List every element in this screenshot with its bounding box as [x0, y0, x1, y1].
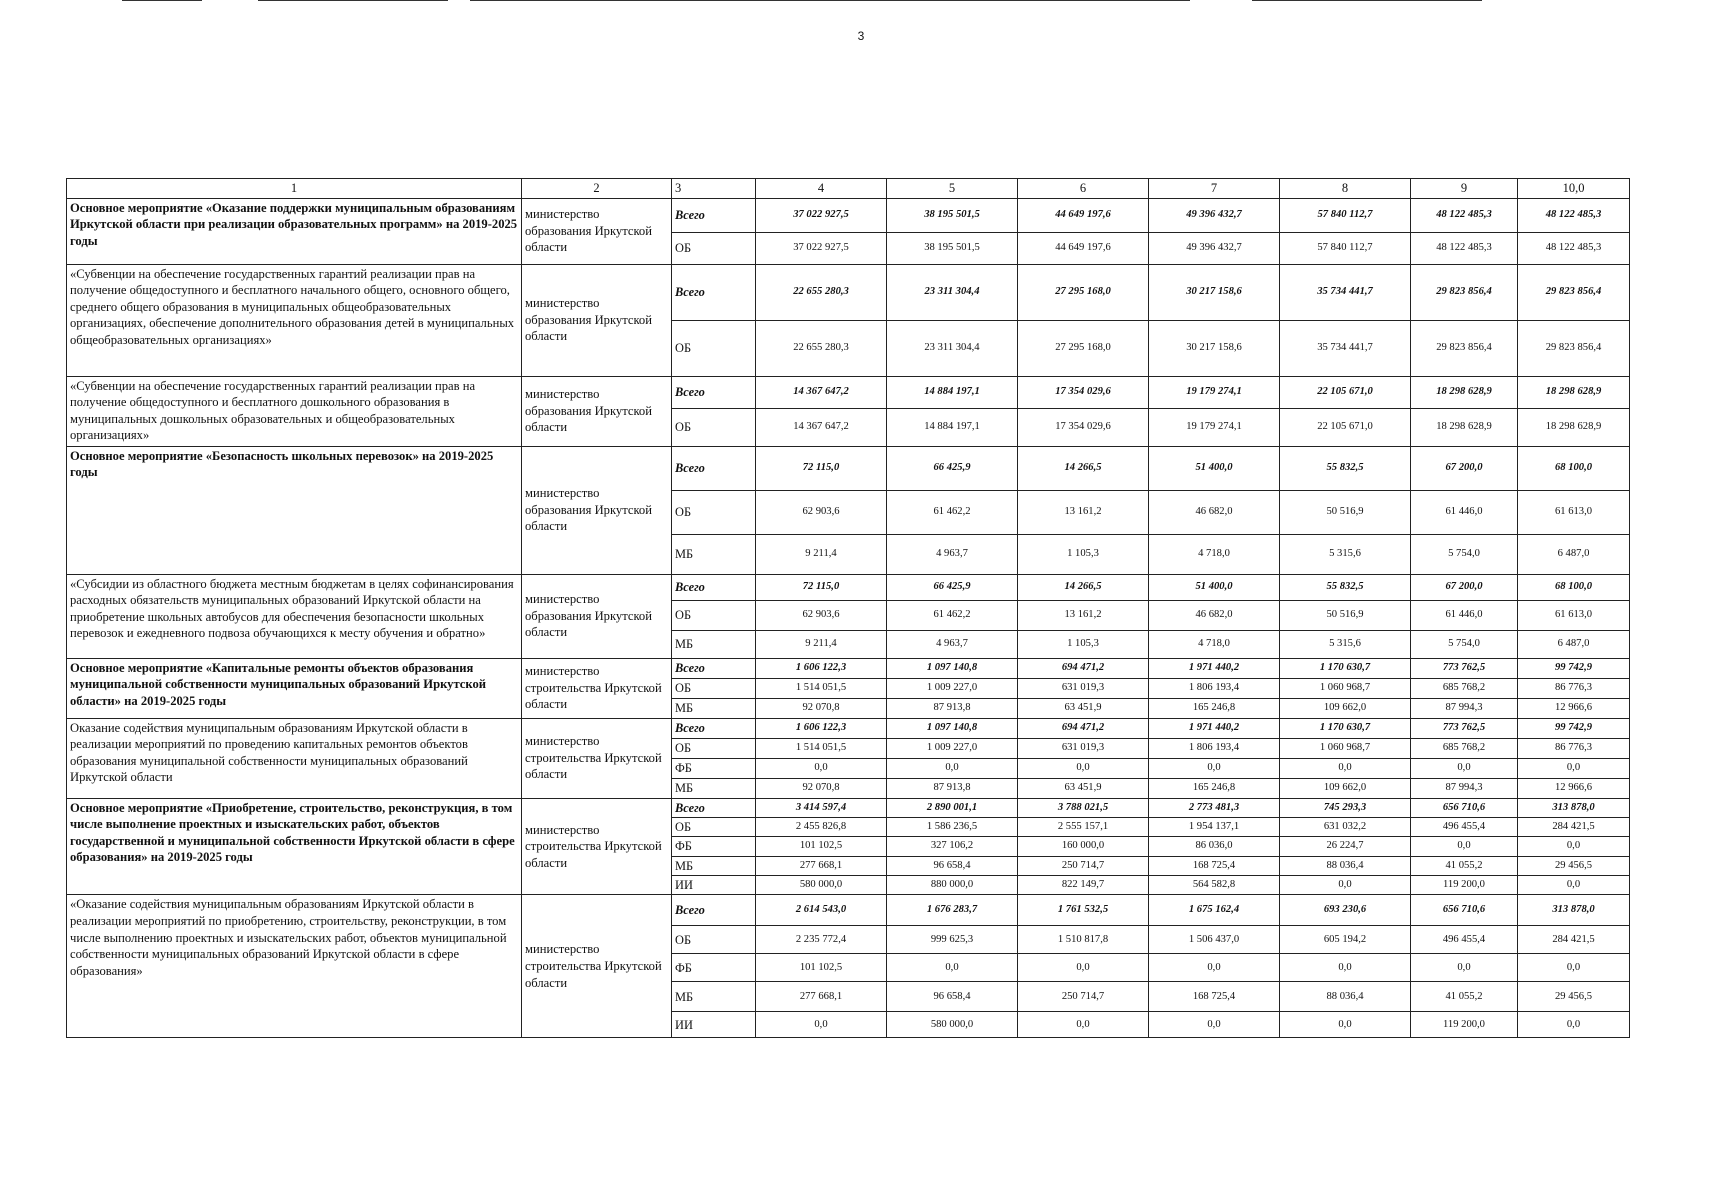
funding-amount: 35 734 441,7 [1280, 264, 1411, 320]
funding-amount: 109 662,0 [1280, 778, 1411, 798]
funding-amount: 0,0 [1280, 954, 1411, 982]
responsible-executor: министерство образования Иркутской области [522, 264, 672, 376]
funding-source: Всего [672, 718, 756, 738]
scan-edge-line [122, 0, 202, 1]
funding-amount: 61 613,0 [1518, 490, 1630, 534]
funding-amount: 48 122 485,3 [1411, 198, 1518, 232]
funding-amount: 41 055,2 [1411, 982, 1518, 1012]
column-header: 4 [756, 179, 887, 199]
funding-amount: 2 890 001,1 [887, 798, 1018, 817]
funding-amount: 1 971 440,2 [1149, 658, 1280, 678]
funding-source: ОБ [672, 817, 756, 836]
funding-amount: 87 994,3 [1411, 778, 1518, 798]
funding-amount: 1 009 227,0 [887, 738, 1018, 758]
table-row [67, 718, 1630, 738]
funding-amount: 1 514 051,5 [756, 678, 887, 698]
funding-amount: 0,0 [1411, 758, 1518, 778]
funding-amount: 1 060 968,7 [1280, 678, 1411, 698]
funding-amount: 580 000,0 [887, 1012, 1018, 1038]
funding-amount: 0,0 [756, 758, 887, 778]
funding-amount: 22 105 671,0 [1280, 408, 1411, 446]
funding-amount: 68 100,0 [1518, 446, 1630, 490]
funding-amount: 61 462,2 [887, 490, 1018, 534]
funding-amount: 1 606 122,3 [756, 718, 887, 738]
funding-amount: 6 487,0 [1518, 630, 1630, 658]
funding-amount: 631 019,3 [1018, 738, 1149, 758]
funding-amount: 87 913,8 [887, 698, 1018, 718]
funding-source: ФБ [672, 954, 756, 982]
funding-amount: 496 455,4 [1411, 926, 1518, 954]
table-header-row [67, 179, 1630, 199]
funding-amount: 14 266,5 [1018, 446, 1149, 490]
funding-amount: 101 102,5 [756, 954, 887, 982]
funding-amount: 35 734 441,7 [1280, 320, 1411, 376]
responsible-executor: министерство строительства Иркутской области [522, 718, 672, 798]
funding-amount: 38 195 501,5 [887, 232, 1018, 264]
funding-amount: 30 217 158,6 [1149, 264, 1280, 320]
funding-amount: 5 754,0 [1411, 534, 1518, 574]
funding-source: МБ [672, 698, 756, 718]
funding-amount: 23 311 304,4 [887, 320, 1018, 376]
funding-amount: 22 105 671,0 [1280, 376, 1411, 408]
funding-amount: 313 878,0 [1518, 895, 1630, 926]
funding-source: МБ [672, 982, 756, 1012]
main-activity-title: Основное мероприятие «Безопасность школьных перевозок» на 2019-2025 годы [67, 446, 522, 574]
funding-amount: 29 823 856,4 [1518, 264, 1630, 320]
funding-amount: 14 266,5 [1018, 574, 1149, 600]
funding-amount: 1 806 193,4 [1149, 738, 1280, 758]
funding-amount: 88 036,4 [1280, 856, 1411, 875]
funding-amount: 37 022 927,5 [756, 198, 887, 232]
funding-source: ОБ [672, 600, 756, 630]
main-activity-title: Основное мероприятие «Приобретение, строительство, реконструкция, в том числе выполнение проектных и изыскательских работ, объектов государственной и муниципальной собственности Иркутской области в сфере образования» на 2019-2025 годы [67, 798, 522, 895]
funding-amount: 0,0 [1018, 1012, 1149, 1038]
funding-amount: 23 311 304,4 [887, 264, 1018, 320]
funding-amount: 57 840 112,7 [1280, 232, 1411, 264]
table-row [67, 574, 1630, 600]
funding-amount: 49 396 432,7 [1149, 232, 1280, 264]
column-header: 5 [887, 179, 1018, 199]
funding-amount: 9 211,4 [756, 630, 887, 658]
funding-amount: 48 122 485,3 [1518, 232, 1630, 264]
main-activity-title: Основное мероприятие «Капитальные ремонты объектов образования муниципальной собственности муниципальных образований Иркутской области» на 2019-2025 годы [67, 658, 522, 718]
funding-source: ОБ [672, 232, 756, 264]
table-row [67, 376, 1630, 408]
funding-amount: 19 179 274,1 [1149, 376, 1280, 408]
funding-amount: 50 516,9 [1280, 600, 1411, 630]
funding-amount: 327 106,2 [887, 837, 1018, 856]
funding-amount: 26 224,7 [1280, 837, 1411, 856]
scan-edge-line [1252, 0, 1482, 1]
table-row [67, 658, 1630, 678]
funding-amount: 22 655 280,3 [756, 264, 887, 320]
funding-amount: 61 446,0 [1411, 490, 1518, 534]
funding-amount: 86 036,0 [1149, 837, 1280, 856]
funding-amount: 160 000,0 [1018, 837, 1149, 856]
funding-amount: 1 806 193,4 [1149, 678, 1280, 698]
funding-source: Всего [672, 264, 756, 320]
funding-source: Всего [672, 376, 756, 408]
column-header: 1 [67, 179, 522, 199]
funding-amount: 1 105,3 [1018, 534, 1149, 574]
funding-amount: 250 714,7 [1018, 856, 1149, 875]
funding-amount: 250 714,7 [1018, 982, 1149, 1012]
funding-source: МБ [672, 856, 756, 875]
activity-title: «Субсидии из областного бюджета местным бюджетам в целях софинансирования расходных обязательств муниципальных образований Иркутской области на приобретение школьных автобусов для обеспечения безопасности школьных перевозок и ежедневного подвоза обучающихся к месту обучения и обратно» [67, 574, 522, 658]
funding-amount: 61 446,0 [1411, 600, 1518, 630]
funding-amount: 14 884 197,1 [887, 376, 1018, 408]
funding-amount: 773 762,5 [1411, 718, 1518, 738]
funding-source: ОБ [672, 738, 756, 758]
funding-amount: 631 019,3 [1018, 678, 1149, 698]
funding-amount: 4 718,0 [1149, 534, 1280, 574]
funding-amount: 4 963,7 [887, 630, 1018, 658]
funding-source: Всего [672, 658, 756, 678]
funding-amount: 29 823 856,4 [1518, 320, 1630, 376]
responsible-executor: министерство строительства Иркутской области [522, 798, 672, 895]
funding-amount: 109 662,0 [1280, 698, 1411, 718]
funding-source: ОБ [672, 490, 756, 534]
funding-amount: 4 718,0 [1149, 630, 1280, 658]
funding-amount: 29 823 856,4 [1411, 264, 1518, 320]
funding-amount: 1 506 437,0 [1149, 926, 1280, 954]
funding-source: ФБ [672, 837, 756, 856]
funding-amount: 1 170 630,7 [1280, 658, 1411, 678]
funding-amount: 631 032,2 [1280, 817, 1411, 836]
table-row [67, 264, 1630, 320]
funding-amount: 62 903,6 [756, 600, 887, 630]
funding-amount: 656 710,6 [1411, 798, 1518, 817]
column-header: 2 [522, 179, 672, 199]
funding-amount: 13 161,2 [1018, 490, 1149, 534]
responsible-executor: министерство образования Иркутской области [522, 446, 672, 574]
funding-amount: 1 514 051,5 [756, 738, 887, 758]
funding-amount: 694 471,2 [1018, 718, 1149, 738]
funding-amount: 46 682,0 [1149, 600, 1280, 630]
funding-amount: 1 105,3 [1018, 630, 1149, 658]
funding-amount: 0,0 [1518, 1012, 1630, 1038]
funding-amount: 29 823 856,4 [1411, 320, 1518, 376]
funding-amount: 67 200,0 [1411, 574, 1518, 600]
funding-amount: 19 179 274,1 [1149, 408, 1280, 446]
scan-edge-line [470, 0, 1190, 1]
funding-amount: 27 295 168,0 [1018, 264, 1149, 320]
column-header: 10,0 [1518, 179, 1630, 199]
funding-amount: 165 246,8 [1149, 698, 1280, 718]
funding-amount: 17 354 029,6 [1018, 376, 1149, 408]
budget-table [66, 178, 1630, 1038]
funding-amount: 1 761 532,5 [1018, 895, 1149, 926]
funding-amount: 92 070,8 [756, 698, 887, 718]
funding-amount: 55 832,5 [1280, 574, 1411, 600]
funding-amount: 1 954 137,1 [1149, 817, 1280, 836]
funding-amount: 1 060 968,7 [1280, 738, 1411, 758]
funding-amount: 18 298 628,9 [1411, 408, 1518, 446]
funding-amount: 72 115,0 [756, 446, 887, 490]
funding-amount: 277 668,1 [756, 982, 887, 1012]
funding-amount: 822 149,7 [1018, 876, 1149, 895]
funding-amount: 67 200,0 [1411, 446, 1518, 490]
funding-amount: 564 582,8 [1149, 876, 1280, 895]
funding-amount: 72 115,0 [756, 574, 887, 600]
funding-amount: 14 367 647,2 [756, 408, 887, 446]
funding-amount: 63 451,9 [1018, 778, 1149, 798]
funding-amount: 693 230,6 [1280, 895, 1411, 926]
column-header: 3 [672, 179, 756, 199]
funding-amount: 0,0 [1280, 758, 1411, 778]
funding-source: ФБ [672, 758, 756, 778]
funding-amount: 1 009 227,0 [887, 678, 1018, 698]
table-row [67, 895, 1630, 926]
funding-amount: 68 100,0 [1518, 574, 1630, 600]
funding-amount: 41 055,2 [1411, 856, 1518, 875]
funding-amount: 1 510 817,8 [1018, 926, 1149, 954]
funding-amount: 51 400,0 [1149, 574, 1280, 600]
funding-amount: 9 211,4 [756, 534, 887, 574]
funding-amount: 48 122 485,3 [1518, 198, 1630, 232]
funding-amount: 2 235 772,4 [756, 926, 887, 954]
funding-source: Всего [672, 798, 756, 817]
responsible-executor: министерство строительства Иркутской области [522, 895, 672, 1038]
funding-source: ОБ [672, 678, 756, 698]
responsible-executor: министерство образования Иркутской области [522, 376, 672, 446]
funding-amount: 2 614 543,0 [756, 895, 887, 926]
funding-amount: 1 097 140,8 [887, 718, 1018, 738]
funding-amount: 0,0 [1149, 954, 1280, 982]
activity-title: Оказание содействия муниципальным образованиям Иркутской области в реализации мероприятий по проведению капитальных ремонтов объектов образования муниципальной собственности муниципальных образований Иркутской области [67, 718, 522, 798]
funding-amount: 0,0 [1018, 758, 1149, 778]
funding-amount: 119 200,0 [1411, 1012, 1518, 1038]
funding-amount: 284 421,5 [1518, 817, 1630, 836]
funding-amount: 656 710,6 [1411, 895, 1518, 926]
funding-amount: 6 487,0 [1518, 534, 1630, 574]
funding-amount: 313 878,0 [1518, 798, 1630, 817]
funding-amount: 880 000,0 [887, 876, 1018, 895]
funding-amount: 5 315,6 [1280, 534, 1411, 574]
funding-amount: 61 462,2 [887, 600, 1018, 630]
funding-amount: 1 606 122,3 [756, 658, 887, 678]
funding-amount: 773 762,5 [1411, 658, 1518, 678]
funding-amount: 0,0 [1280, 1012, 1411, 1038]
funding-source: МБ [672, 778, 756, 798]
funding-amount: 57 840 112,7 [1280, 198, 1411, 232]
funding-amount: 99 742,9 [1518, 658, 1630, 678]
funding-source: ОБ [672, 926, 756, 954]
funding-source: Всего [672, 574, 756, 600]
funding-amount: 37 022 927,5 [756, 232, 887, 264]
activity-title: «Оказание содействия муниципальным образованиям Иркутской области в реализации мероприятий по приобретению, строительству, реконструкции, в том числе выполнению проектных и изыскательских работ, объектов муниципальной собственности муниципальных образований Иркутской области в сфере образования» [67, 895, 522, 1038]
column-header: 9 [1411, 179, 1518, 199]
funding-amount: 17 354 029,6 [1018, 408, 1149, 446]
funding-amount: 63 451,9 [1018, 698, 1149, 718]
funding-amount: 87 913,8 [887, 778, 1018, 798]
funding-amount: 18 298 628,9 [1411, 376, 1518, 408]
funding-amount: 38 195 501,5 [887, 198, 1018, 232]
funding-amount: 3 788 021,5 [1018, 798, 1149, 817]
funding-source: ОБ [672, 408, 756, 446]
responsible-executor: министерство образования Иркутской области [522, 198, 672, 264]
funding-amount: 165 246,8 [1149, 778, 1280, 798]
funding-amount: 685 768,2 [1411, 738, 1518, 758]
funding-amount: 14 884 197,1 [887, 408, 1018, 446]
funding-amount: 61 613,0 [1518, 600, 1630, 630]
funding-amount: 96 658,4 [887, 856, 1018, 875]
table-row [67, 446, 1630, 490]
funding-source: МБ [672, 534, 756, 574]
funding-amount: 2 555 157,1 [1018, 817, 1149, 836]
funding-amount: 685 768,2 [1411, 678, 1518, 698]
funding-source: ОБ [672, 320, 756, 376]
funding-amount: 2 455 826,8 [756, 817, 887, 836]
funding-amount: 30 217 158,6 [1149, 320, 1280, 376]
funding-amount: 580 000,0 [756, 876, 887, 895]
funding-amount: 1 971 440,2 [1149, 718, 1280, 738]
funding-amount: 3 414 597,4 [756, 798, 887, 817]
funding-amount: 18 298 628,9 [1518, 408, 1630, 446]
funding-amount: 605 194,2 [1280, 926, 1411, 954]
funding-amount: 50 516,9 [1280, 490, 1411, 534]
funding-amount: 55 832,5 [1280, 446, 1411, 490]
funding-amount: 96 658,4 [887, 982, 1018, 1012]
funding-amount: 86 776,3 [1518, 738, 1630, 758]
funding-amount: 999 625,3 [887, 926, 1018, 954]
funding-amount: 48 122 485,3 [1411, 232, 1518, 264]
responsible-executor: министерство строительства Иркутской области [522, 658, 672, 718]
funding-amount: 101 102,5 [756, 837, 887, 856]
funding-amount: 0,0 [887, 954, 1018, 982]
funding-amount: 1 675 162,4 [1149, 895, 1280, 926]
funding-amount: 66 425,9 [887, 574, 1018, 600]
funding-amount: 99 742,9 [1518, 718, 1630, 738]
funding-source: Всего [672, 895, 756, 926]
funding-amount: 0,0 [1518, 758, 1630, 778]
funding-amount: 0,0 [1518, 954, 1630, 982]
funding-amount: 0,0 [1411, 954, 1518, 982]
funding-amount: 1 586 236,5 [887, 817, 1018, 836]
activity-title: «Субвенции на обеспечение государственных гарантий реализации прав на получение общедоступного и бесплатного дошкольного образования в муниципальных дошкольных образовательных и общеобразовательных организациях» [67, 376, 522, 446]
table-row [67, 798, 1630, 817]
funding-amount: 0,0 [1149, 1012, 1280, 1038]
funding-amount: 14 367 647,2 [756, 376, 887, 408]
responsible-executor: министерство образования Иркутской области [522, 574, 672, 658]
page-number: 3 [857, 29, 865, 43]
funding-amount: 1 676 283,7 [887, 895, 1018, 926]
funding-amount: 0,0 [1280, 876, 1411, 895]
funding-amount: 496 455,4 [1411, 817, 1518, 836]
funding-source: Всего [672, 446, 756, 490]
scan-edge-line [258, 0, 448, 1]
funding-amount: 0,0 [1518, 837, 1630, 856]
funding-amount: 62 903,6 [756, 490, 887, 534]
funding-amount: 5 754,0 [1411, 630, 1518, 658]
funding-amount: 168 725,4 [1149, 856, 1280, 875]
funding-amount: 46 682,0 [1149, 490, 1280, 534]
funding-amount: 51 400,0 [1149, 446, 1280, 490]
funding-amount: 745 293,3 [1280, 798, 1411, 817]
funding-amount: 18 298 628,9 [1518, 376, 1630, 408]
funding-amount: 5 315,6 [1280, 630, 1411, 658]
funding-amount: 0,0 [1411, 837, 1518, 856]
funding-amount: 1 170 630,7 [1280, 718, 1411, 738]
funding-amount: 12 966,6 [1518, 698, 1630, 718]
funding-amount: 4 963,7 [887, 534, 1018, 574]
funding-amount: 0,0 [887, 758, 1018, 778]
funding-amount: 168 725,4 [1149, 982, 1280, 1012]
funding-source: МБ [672, 630, 756, 658]
funding-amount: 44 649 197,6 [1018, 198, 1149, 232]
funding-amount: 2 773 481,3 [1149, 798, 1280, 817]
funding-amount: 29 456,5 [1518, 856, 1630, 875]
funding-amount: 277 668,1 [756, 856, 887, 875]
column-header: 6 [1018, 179, 1149, 199]
funding-amount: 66 425,9 [887, 446, 1018, 490]
funding-amount: 0,0 [1018, 954, 1149, 982]
main-activity-title: Основное мероприятие «Оказание поддержки муниципальным образованиям Иркутской области при реализации образовательных программ» на 2019-2025 годы [67, 198, 522, 264]
funding-amount: 49 396 432,7 [1149, 198, 1280, 232]
funding-source: ИИ [672, 1012, 756, 1038]
funding-amount: 44 649 197,6 [1018, 232, 1149, 264]
funding-amount: 13 161,2 [1018, 600, 1149, 630]
funding-amount: 88 036,4 [1280, 982, 1411, 1012]
funding-amount: 22 655 280,3 [756, 320, 887, 376]
funding-amount: 0,0 [756, 1012, 887, 1038]
funding-amount: 86 776,3 [1518, 678, 1630, 698]
table-row [67, 198, 1630, 232]
funding-amount: 92 070,8 [756, 778, 887, 798]
funding-amount: 0,0 [1149, 758, 1280, 778]
funding-source: Всего [672, 198, 756, 232]
funding-amount: 87 994,3 [1411, 698, 1518, 718]
funding-amount: 694 471,2 [1018, 658, 1149, 678]
funding-amount: 0,0 [1518, 876, 1630, 895]
funding-amount: 12 966,6 [1518, 778, 1630, 798]
funding-amount: 284 421,5 [1518, 926, 1630, 954]
activity-title: «Субвенции на обеспечение государственных гарантий реализации прав на получение общедоступного и бесплатного начального общего, основного общего, среднего общего образования в муниципальных общеобразовательных организациях, обеспечение дополнительного образования детей в муниципальных общеобразовательных организациях» [67, 264, 522, 376]
column-header: 8 [1280, 179, 1411, 199]
funding-amount: 29 456,5 [1518, 982, 1630, 1012]
funding-amount: 1 097 140,8 [887, 658, 1018, 678]
column-header: 7 [1149, 179, 1280, 199]
funding-amount: 27 295 168,0 [1018, 320, 1149, 376]
funding-source: ИИ [672, 876, 756, 895]
funding-amount: 119 200,0 [1411, 876, 1518, 895]
